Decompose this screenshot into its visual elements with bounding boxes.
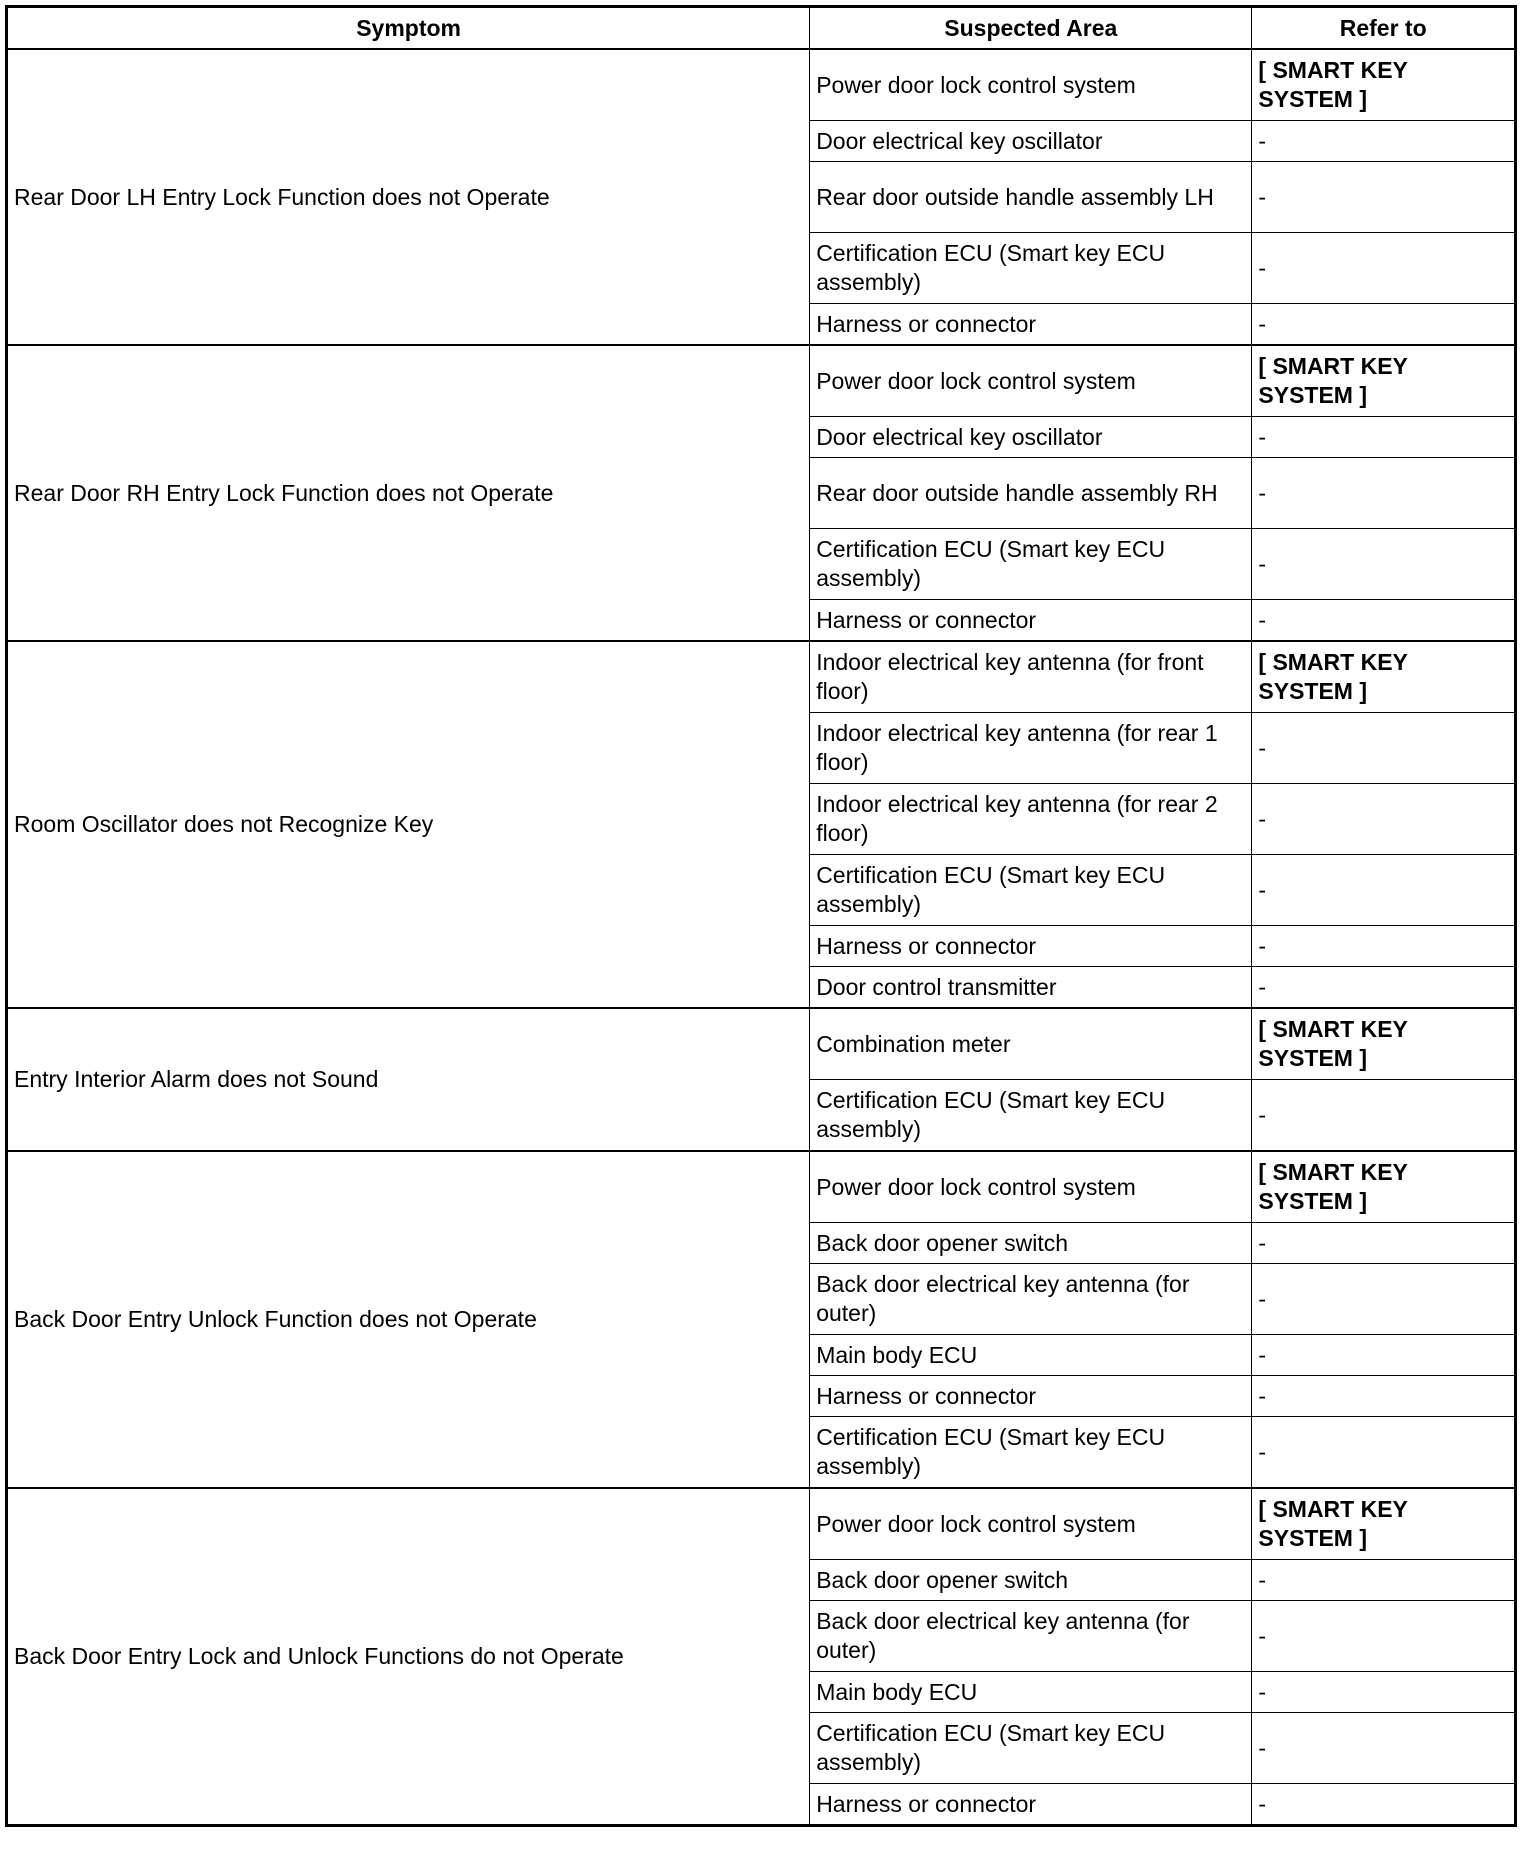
refer-to-cell: - — [1252, 1264, 1516, 1335]
refer-to-cell: - — [1252, 1223, 1516, 1264]
header-suspected-area: Suspected Area — [810, 7, 1252, 50]
refer-to-cell: - — [1252, 1601, 1516, 1672]
refer-to-link[interactable]: [ SMART KEY SYSTEM ] — [1252, 345, 1516, 417]
suspected-area-cell: Indoor electrical key antenna (for front floor) — [810, 641, 1252, 713]
refer-to-cell: - — [1252, 1376, 1516, 1417]
suspected-area-cell: Harness or connector — [810, 1376, 1252, 1417]
suspected-area-cell: Back door electrical key antenna (for outer) — [810, 1264, 1252, 1335]
refer-to-cell: - — [1252, 600, 1516, 642]
refer-to-cell: - — [1252, 121, 1516, 162]
table-row — [7, 49, 1516, 121]
refer-to-cell: - — [1252, 458, 1516, 529]
symptom-cell: Back Door Entry Lock and Unlock Functions do not Operate — [7, 1488, 810, 1826]
suspected-area-cell: Door control transmitter — [810, 967, 1252, 1009]
table-body — [7, 49, 1516, 1826]
refer-to-link[interactable]: [ SMART KEY SYSTEM ] — [1252, 641, 1516, 713]
refer-to-cell: - — [1252, 967, 1516, 1009]
suspected-area-cell: Power door lock control system — [810, 1488, 1252, 1560]
refer-to-cell: - — [1252, 1560, 1516, 1601]
suspected-area-cell: Indoor electrical key antenna (for rear 2 floor) — [810, 784, 1252, 855]
suspected-area-cell: Power door lock control system — [810, 1151, 1252, 1223]
refer-to-cell: - — [1252, 1672, 1516, 1713]
symptom-cell: Entry Interior Alarm does not Sound — [7, 1008, 810, 1151]
suspected-area-cell: Rear door outside handle assembly RH — [810, 458, 1252, 529]
refer-to-cell: - — [1252, 529, 1516, 600]
refer-to-link[interactable]: [ SMART KEY SYSTEM ] — [1252, 1488, 1516, 1560]
suspected-area-cell: Harness or connector — [810, 304, 1252, 346]
suspected-area-cell: Door electrical key oscillator — [810, 417, 1252, 458]
suspected-area-cell: Combination meter — [810, 1008, 1252, 1080]
refer-to-cell: - — [1252, 162, 1516, 233]
table-row — [7, 1151, 1516, 1223]
symptom-cell: Room Oscillator does not Recognize Key — [7, 641, 810, 1008]
header-row — [7, 7, 1516, 50]
table-row — [7, 1008, 1516, 1080]
suspected-area-cell: Back door opener switch — [810, 1223, 1252, 1264]
suspected-area-cell: Indoor electrical key antenna (for rear 1 floor) — [810, 713, 1252, 784]
suspected-area-cell: Power door lock control system — [810, 49, 1252, 121]
refer-to-link[interactable]: [ SMART KEY SYSTEM ] — [1252, 1008, 1516, 1080]
suspected-area-cell: Certification ECU (Smart key ECU assembly) — [810, 1080, 1252, 1152]
table-row — [7, 345, 1516, 417]
suspected-area-cell: Certification ECU (Smart key ECU assembly) — [810, 233, 1252, 304]
suspected-area-cell: Back door electrical key antenna (for outer) — [810, 1601, 1252, 1672]
header-symptom: Symptom — [7, 7, 810, 50]
refer-to-cell: - — [1252, 1784, 1516, 1826]
symptom-cell: Back Door Entry Unlock Function does not Operate — [7, 1151, 810, 1488]
refer-to-cell: - — [1252, 1080, 1516, 1152]
table-row — [7, 1488, 1516, 1560]
suspected-area-cell: Certification ECU (Smart key ECU assembly) — [810, 529, 1252, 600]
symptom-cell: Rear Door RH Entry Lock Function does not Operate — [7, 345, 810, 641]
symptom-cell: Rear Door LH Entry Lock Function does not Operate — [7, 49, 810, 345]
suspected-area-cell: Door electrical key oscillator — [810, 121, 1252, 162]
refer-to-link[interactable]: [ SMART KEY SYSTEM ] — [1252, 49, 1516, 121]
suspected-area-cell: Back door opener switch — [810, 1560, 1252, 1601]
refer-to-cell: - — [1252, 1335, 1516, 1376]
suspected-area-cell: Harness or connector — [810, 926, 1252, 967]
refer-to-cell: - — [1252, 304, 1516, 346]
refer-to-cell: - — [1252, 926, 1516, 967]
header-refer-to: Refer to — [1252, 7, 1516, 50]
suspected-area-cell: Main body ECU — [810, 1672, 1252, 1713]
suspected-area-cell: Certification ECU (Smart key ECU assembly) — [810, 855, 1252, 926]
suspected-area-cell: Power door lock control system — [810, 345, 1252, 417]
refer-to-link[interactable]: [ SMART KEY SYSTEM ] — [1252, 1151, 1516, 1223]
refer-to-cell: - — [1252, 417, 1516, 458]
refer-to-cell: - — [1252, 784, 1516, 855]
suspected-area-cell: Rear door outside handle assembly LH — [810, 162, 1252, 233]
table-row — [7, 641, 1516, 713]
troubleshooting-table — [5, 5, 1517, 1827]
suspected-area-cell: Harness or connector — [810, 1784, 1252, 1826]
suspected-area-cell: Harness or connector — [810, 600, 1252, 642]
refer-to-cell: - — [1252, 713, 1516, 784]
refer-to-cell: - — [1252, 233, 1516, 304]
refer-to-cell: - — [1252, 855, 1516, 926]
refer-to-cell: - — [1252, 1417, 1516, 1489]
suspected-area-cell: Certification ECU (Smart key ECU assembly) — [810, 1417, 1252, 1489]
suspected-area-cell: Main body ECU — [810, 1335, 1252, 1376]
refer-to-cell: - — [1252, 1713, 1516, 1784]
suspected-area-cell: Certification ECU (Smart key ECU assembly) — [810, 1713, 1252, 1784]
